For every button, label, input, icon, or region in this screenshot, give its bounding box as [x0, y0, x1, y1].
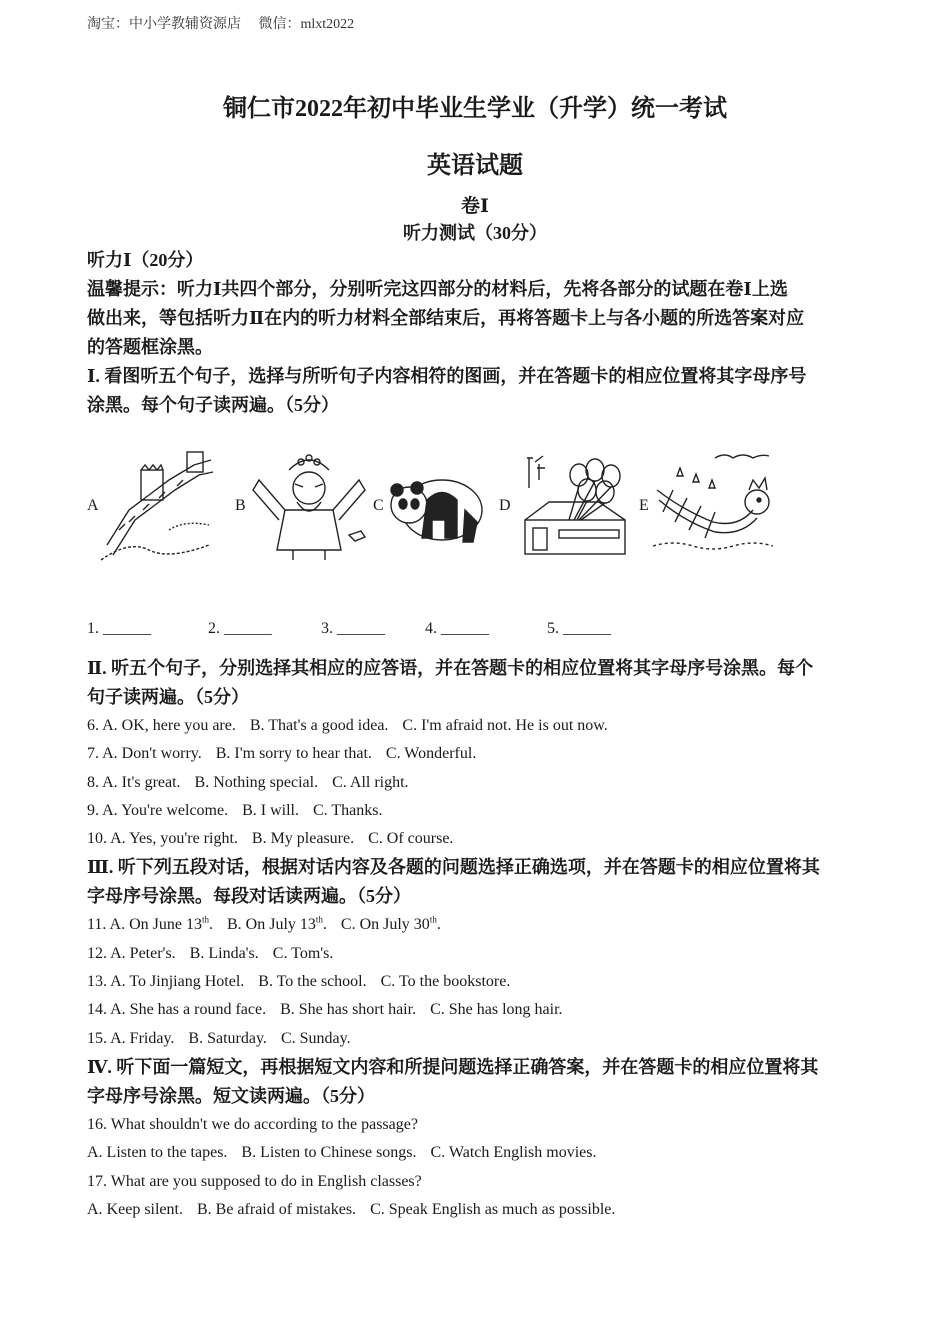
- question-row: 11. A. On June 13th. B. On July 13th. C. On July 30th.: [87, 915, 441, 934]
- section3-instruction-1: Ⅲ. 听下列五段对话，根据对话内容及各题的问题选择正确选项，并在答题卡的相应位置将其: [87, 857, 820, 878]
- tip-line-1: 温馨提示：听力Ⅰ共四个部分，分别听完这四部分的材料后，先将各部分的试题在卷Ⅰ上选: [87, 279, 788, 299]
- wechat-id: 微信：mlxt2022: [258, 17, 355, 32]
- dragon-boat-icon: [653, 450, 773, 565]
- question-16-options: A. Listen to the tapes. B. Listen to Chinese songs. C. Watch English movies.: [87, 1144, 597, 1162]
- answer-blank: 1. ______: [87, 620, 151, 637]
- question-row: 9. A. You're welcome. B. I will. C. Thanks.: [87, 801, 383, 819]
- question-row: 7. A. Don't worry. B. I'm sorry to hear that. C. Wonderful.: [87, 745, 477, 763]
- section2-instruction-1: Ⅱ. 听五个句子，分别选择其相应的应答语，并在答题卡的相应位置将其字母序号涂黑。每个: [87, 658, 814, 678]
- question-row: 10. A. Yes, you're right. B. My pleasure. C. Of course.: [87, 830, 454, 848]
- volume-title: 卷Ⅰ: [461, 196, 489, 217]
- question-row: 12. A. Peter's. B. Linda's. C. Tom's.: [87, 944, 334, 962]
- question-row: 8. A. It's great. B. Nothing special. C. All right.: [87, 773, 409, 791]
- great-wall-icon: [99, 450, 217, 565]
- picture-label: B: [235, 497, 246, 514]
- question-row: 14. A. She has a round face. B. She has short hair. C. She has long hair.: [87, 1001, 563, 1019]
- answer-blanks: [87, 620, 867, 654]
- section4-instruction-2: 字母序号涂黑。短文读两遍。（5分）: [87, 1085, 375, 1106]
- subject-title: 英语试题: [427, 153, 523, 179]
- section1-instruction-1: Ⅰ. 看图听五个句子，选择与所听句子内容相符的图画，并在答题卡的相应位置将其字母序号: [87, 366, 807, 386]
- answer-blank: 5. ______: [547, 620, 611, 637]
- picture-row: [87, 420, 867, 620]
- question-16: 16. What shouldn't we do according to the passage?: [87, 1115, 418, 1133]
- listening-test-title: 听力测试（30分）: [403, 223, 547, 243]
- opera-figure-icon: [249, 450, 379, 565]
- answer-blank: 4. ______: [425, 620, 489, 637]
- section1-instruction-2: 涂黑。每个句子读两遍。（5分）: [87, 395, 339, 415]
- panda-icon: [387, 450, 487, 565]
- picture-label: D: [499, 497, 511, 514]
- question-row: 6. A. OK, here you are. B. That's a good idea. C. I'm afraid not. He is out now.: [87, 717, 608, 734]
- question-17-options: A. Keep silent. B. Be afraid of mistakes. C. Speak English as much as possible.: [87, 1200, 616, 1218]
- section4-instruction-1: Ⅳ. 听下面一篇短文，再根据短文内容和所提问题选择正确答案，并在答题卡的相应位置将其: [87, 1056, 819, 1077]
- tip-line-2: 做出来，等包括听力Ⅱ在内的听力材料全部结束后，再将答题卡上与各小题的所选答案对应: [87, 308, 805, 328]
- exam-title: 铜仁市2022年初中毕业生学业（升学）统一考试: [223, 96, 727, 122]
- tip-line-3: 的答题框涂黑。: [87, 337, 213, 357]
- shop-name: 淘宝：中小学教辅资源店: [87, 17, 241, 32]
- answer-blank: 3. ______: [321, 620, 385, 637]
- question-row: 13. A. To Jinjiang Hotel. B. To the school. C. To the bookstore.: [87, 973, 511, 991]
- picture-label: A: [87, 497, 99, 514]
- picture-label: C: [373, 497, 384, 514]
- section3-instruction-2: 字母序号涂黑。每段对话读两遍。（5分）: [87, 886, 411, 907]
- header-note: [87, 13, 368, 33]
- exam-content: [87, 246, 867, 1224]
- question-row: 15. A. Friday. B. Saturday. C. Sunday.: [87, 1029, 351, 1047]
- answer-blank: 2. ______: [208, 620, 272, 637]
- question-17: 17. What are you supposed to do in English classes?: [87, 1172, 422, 1190]
- building-balloons-icon: [519, 450, 634, 565]
- picture-label: E: [639, 497, 649, 514]
- listening1-heading: 听力Ⅰ（20分）: [87, 250, 204, 270]
- section2-instruction-2: 句子读两遍。（5分）: [87, 687, 249, 707]
